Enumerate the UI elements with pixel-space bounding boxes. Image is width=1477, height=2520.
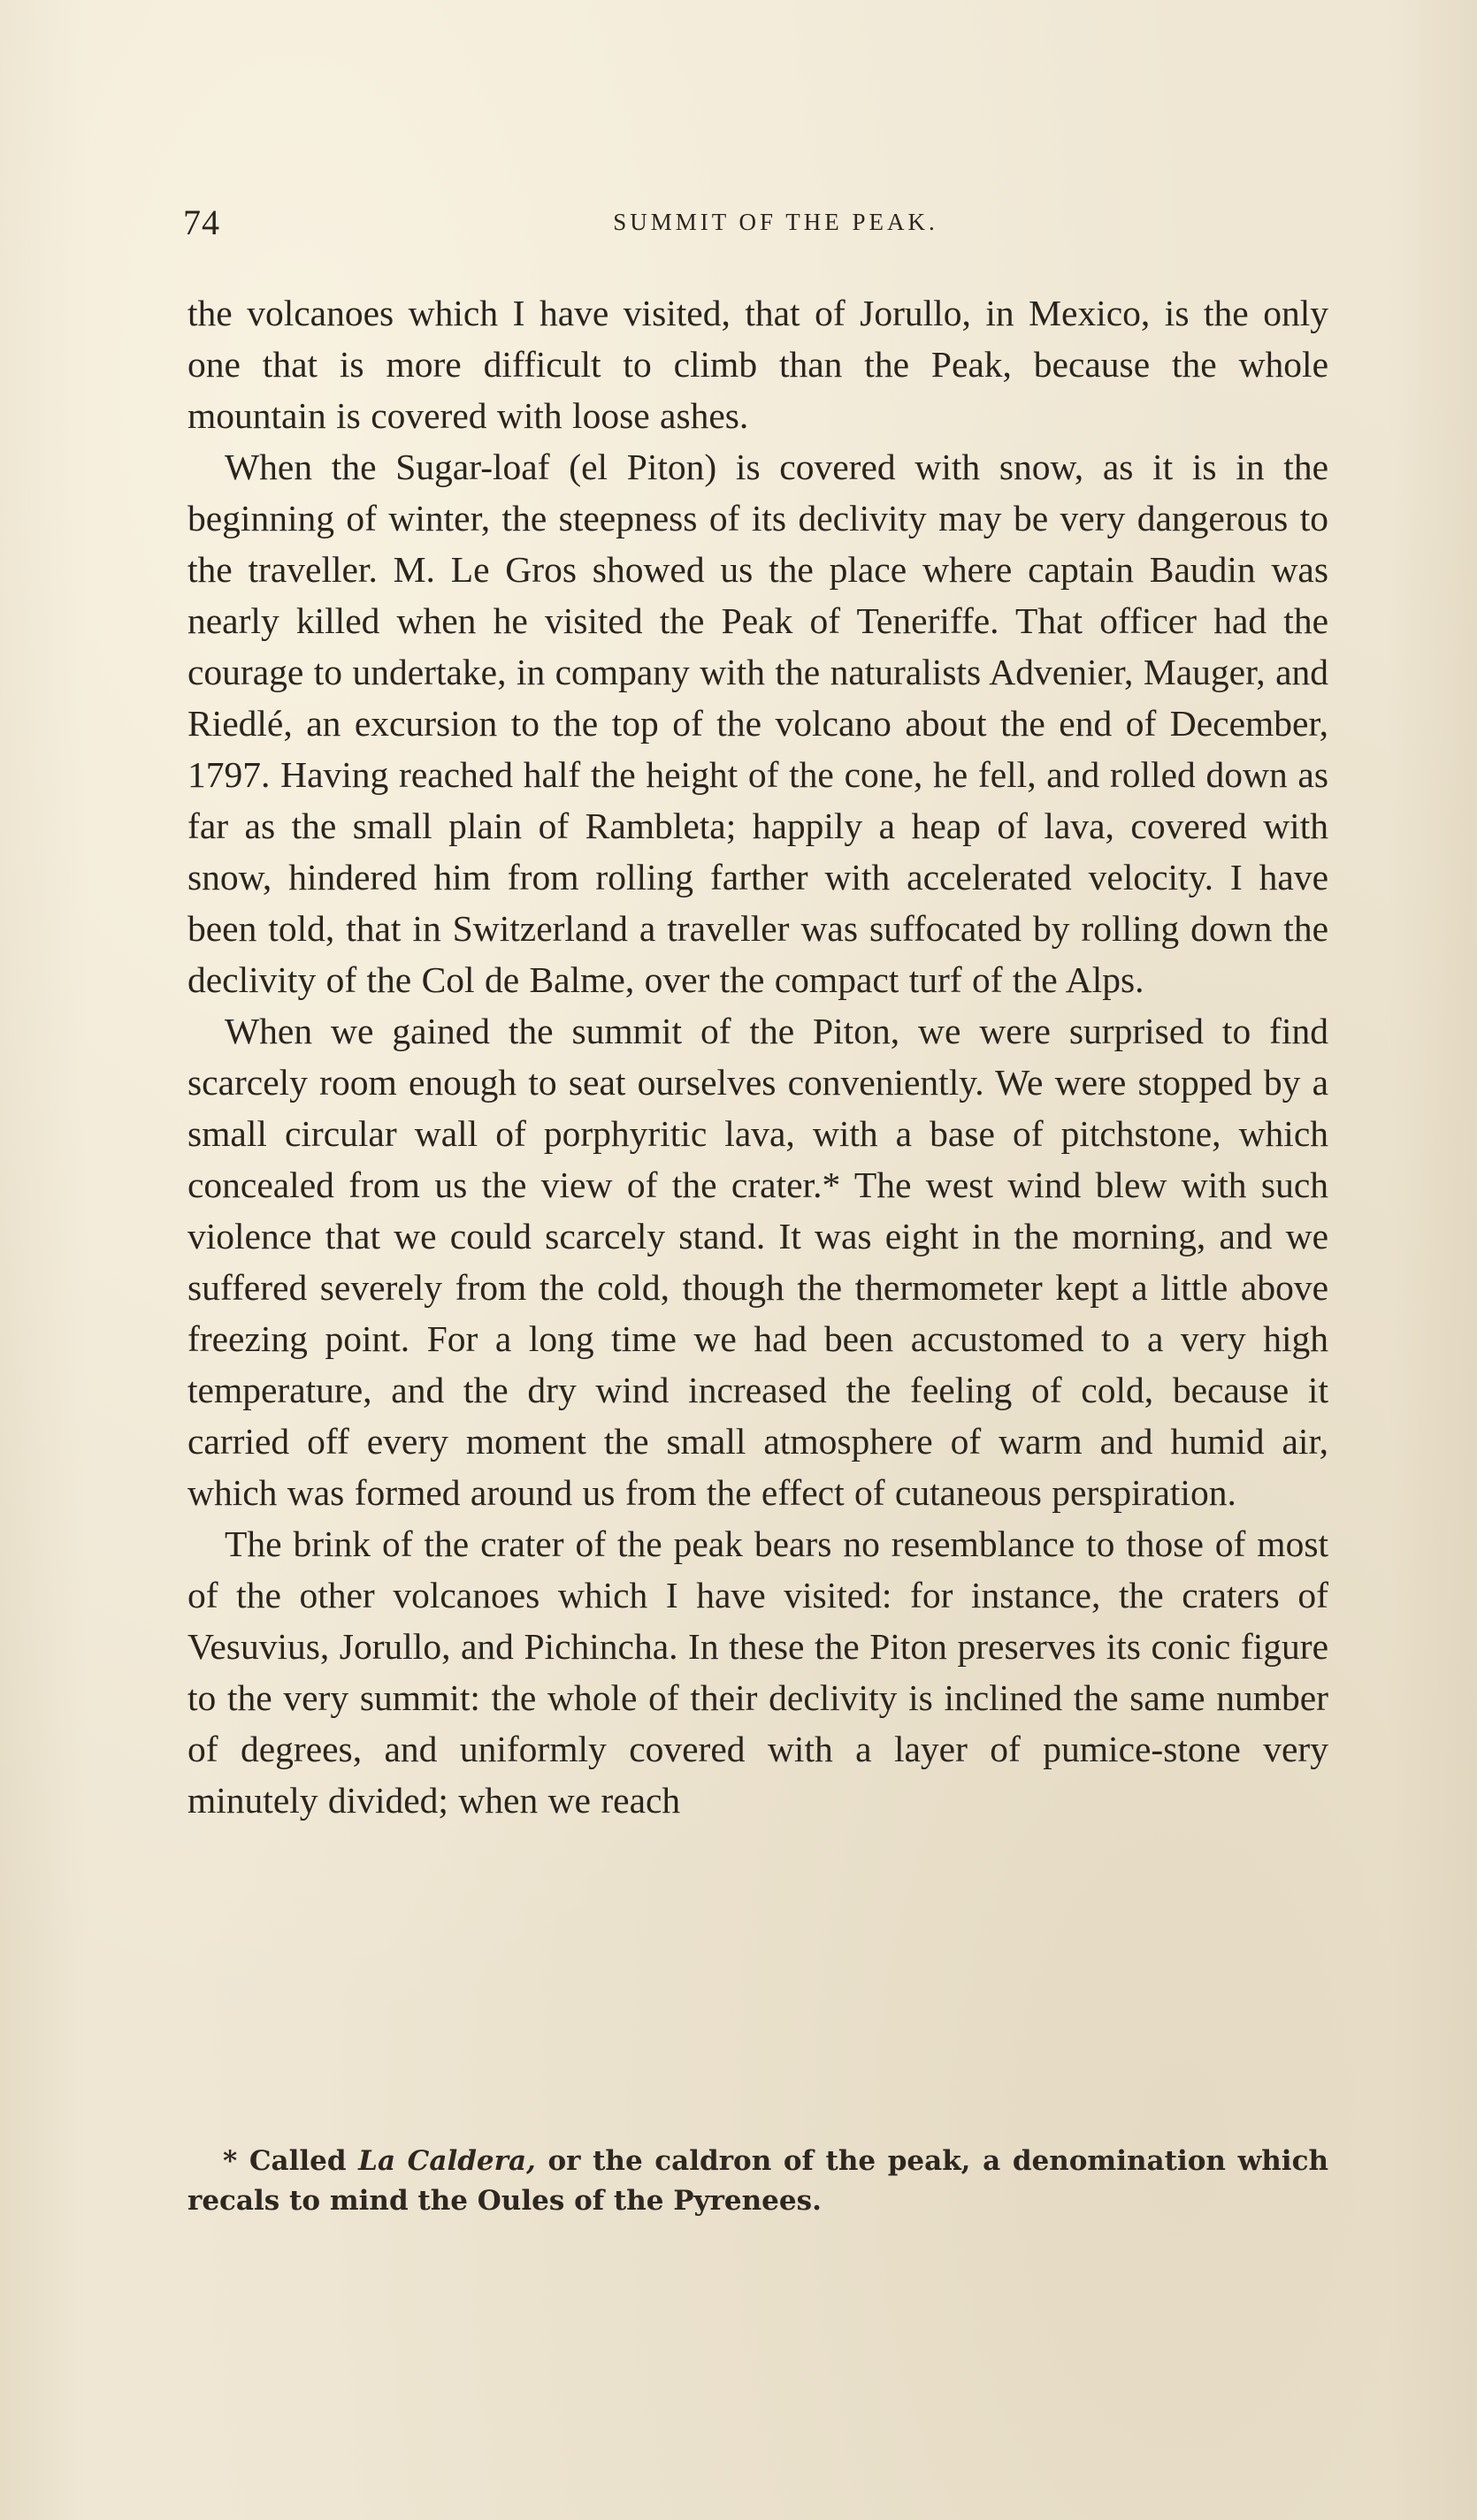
paragraph-crater-brink: The brink of the crater of the peak bears no resemblance to those of most of the other volcanoes which I have visited: for instance, the craters of Vesuvius, Jorullo, and Pichincha. In these the Piton preserves its conic figure to the very summit: the whole of their declivity is inclined the same number of degrees, and uniformly covered with a layer of pumice-stone very minutely divided; when we reach <box>187 1523 1328 1821</box>
page-number: 74 <box>183 202 220 242</box>
running-head <box>183 202 1333 255</box>
running-title: SUMMIT OF THE PEAK. <box>613 209 938 235</box>
paragraph-sugar-loaf: When the Sugar-loaf (el Piton) is covered with snow, as it is in the beginning of winter, the steepness of its declivity may be very dangerous to the traveller. M. Le Gros showed us the place where captain Baudin was nearly killed when he visited the Peak of Teneriffe. That officer had the courage to undertake, in company with the naturalists Advenier, Mauger, and Riedlé, an excursion to the top of the volcano about the end of December, 1797. Having reached half the height of the cone, he fell, and rolled down as far as the small plain of Rambleta; happily a heap of lava, covered with snow, hindered him from rolling farther with accelerated velocity. I have been told, that in Switzerland a traveller was suffocated by rolling down the declivity of the Col de Balme, over the compact turf of the Alps. <box>187 447 1328 1000</box>
footnote-text: or the caldron of the peak, a denomination which recals to mind the Oules of the Pyrenees. <box>187 2145 1328 2217</box>
body-text <box>187 287 1328 1826</box>
footnote <box>187 2142 1328 2221</box>
paragraph-continued: the volcanoes which I have visited, that of Jorullo, in Mexico, is the only one that is more difficult to climb than the Peak, because the whole mountain is covered with loose ashes. <box>187 293 1328 436</box>
footnote-marker: * Called <box>223 2145 347 2177</box>
footnote-italic-term: La Caldera, <box>358 2145 536 2177</box>
paragraph-piton-summit: When we gained the summit of the Piton, we were surprised to find scarcely room enough to seat ourselves conveniently. We were stopped by a small circular wall of porphyritic lava, with a base of pitchstone, which concealed from us the view of the crater.* The west wind blew with such violence that we could scarcely stand. It was eight in the morning, and we suffered severely from the cold, though the thermometer kept a little above freezing point. For a long time we had been accustomed to a very high temperature, and the dry wind increased the feeling of cold, because it carried off every moment the small atmosphere of warm and humid air, which was formed around us from the effect of cutaneous perspiration. <box>187 1011 1328 1513</box>
